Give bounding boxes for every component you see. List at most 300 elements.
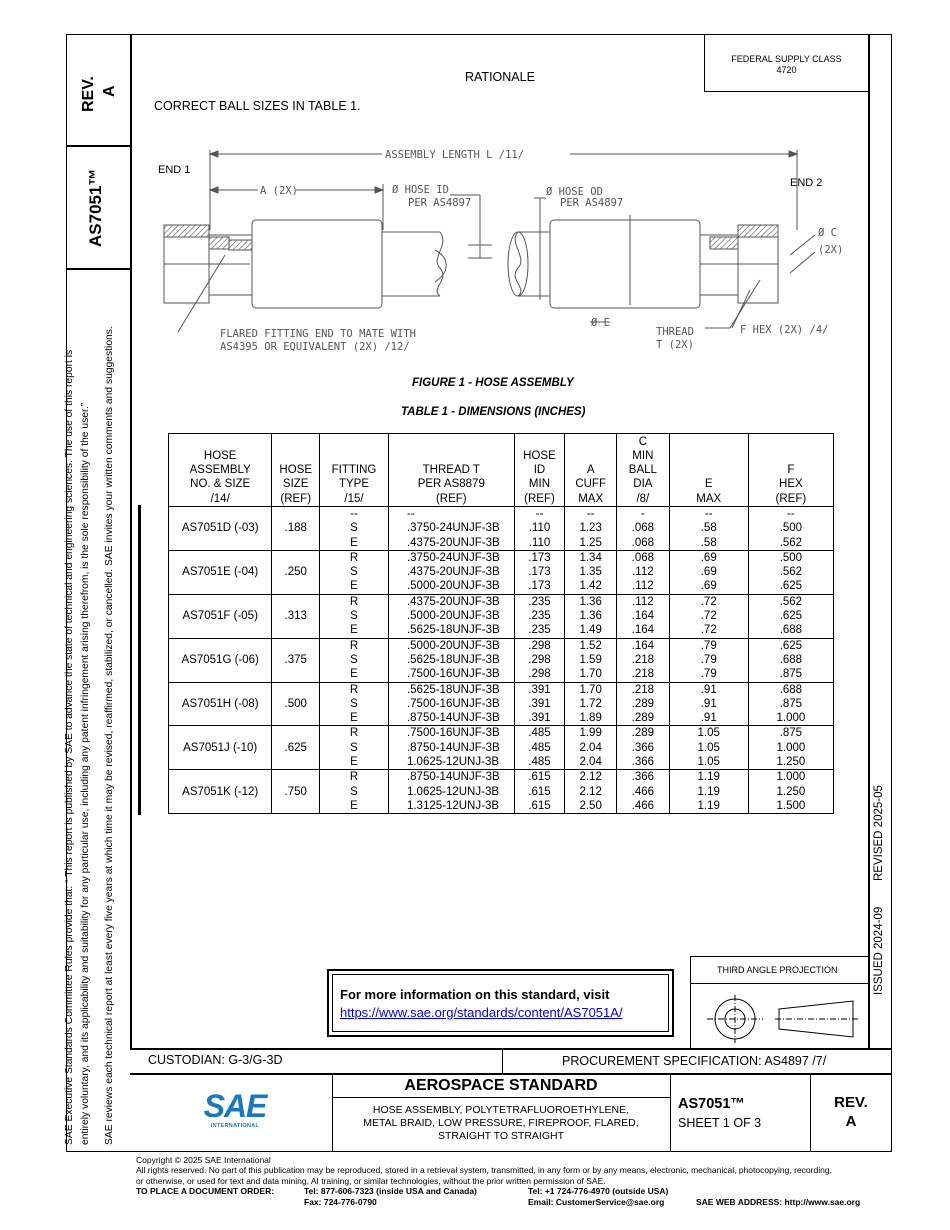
- table-row: [169, 638, 834, 682]
- cell-assembly: AS7051K (-12): [169, 770, 272, 814]
- table-header-c-ball: [617, 434, 670, 507]
- sidebar-doc-number: AS7051™: [86, 168, 105, 247]
- table-header-line: (REF): [524, 492, 555, 505]
- table-header-line: MIN: [528, 478, 551, 491]
- cell-value: .562: [779, 536, 803, 549]
- cell-value: E: [350, 712, 358, 725]
- cell-thread: [388, 726, 514, 770]
- cell-value: .3750-24UNJF-3B: [406, 522, 500, 535]
- cell-value: 1.000: [776, 712, 806, 725]
- cell-value: .298: [528, 668, 551, 681]
- table-header-line: MIN: [632, 449, 654, 462]
- cell-value: .173: [528, 580, 551, 593]
- cell-value: 1.35: [579, 566, 602, 579]
- cell-value: .5625-18UNJF-3B: [406, 653, 500, 666]
- f-hex-label: F HEX (2X) /4/: [740, 324, 829, 336]
- cell-value: .625: [779, 610, 803, 623]
- cell-value: .110: [528, 522, 551, 535]
- revision-bar: [138, 505, 141, 815]
- cell-value: .562: [779, 566, 803, 579]
- cell-value: .366: [631, 771, 655, 784]
- cell-a: [565, 770, 617, 814]
- table-header-line: CUFF: [575, 478, 606, 491]
- cell-value: 1.36: [579, 610, 602, 623]
- cell-value: .218: [631, 668, 655, 681]
- tel-outside: Tel: +1 724-776-4970 (outside USA): [528, 1186, 669, 1197]
- cell-value: --: [406, 508, 415, 520]
- cell-id: [514, 507, 565, 551]
- cell-value: E: [350, 624, 358, 637]
- cell-value: R: [349, 595, 359, 608]
- cell-c: [617, 594, 670, 638]
- cell-value: .173: [528, 551, 551, 564]
- cell-assembly: AS7051D (-03): [169, 507, 272, 551]
- cell-value: .289: [631, 712, 655, 725]
- cell-value: .164: [631, 639, 655, 652]
- cell-a: [565, 594, 617, 638]
- footer: [136, 1155, 926, 1208]
- cell-value: 1.25: [579, 536, 602, 549]
- cell-value: 1.70: [579, 683, 602, 696]
- copyright: Copyright © 2025 SAE International: [136, 1155, 271, 1165]
- procurement-spec: PROCUREMENT SPECIFICATION: AS4897 /7/: [562, 1054, 827, 1068]
- cell-value: .615: [528, 785, 551, 798]
- cell-value: R: [349, 551, 359, 564]
- cell-value: 1.42: [579, 580, 602, 593]
- cell-value: S: [350, 653, 358, 666]
- cell-e: [669, 682, 748, 726]
- rights-line-1: All rights reserved. No part of this publication may be reproduced, stored in a retrieval system, transmitted, in any form or by any means, electronic, mechanical, photocopying, recording,: [136, 1165, 832, 1176]
- cell-value: 1.000: [776, 771, 806, 784]
- cell-value: S: [350, 741, 358, 754]
- c-2x-label: (2X): [818, 244, 844, 256]
- cell-value: .562: [779, 595, 803, 608]
- cell-type: [320, 550, 389, 594]
- table-header-line: ID: [533, 464, 546, 477]
- cell-value: 1.36: [579, 595, 602, 608]
- federal-supply-class-box: [704, 34, 869, 92]
- cell-value: .391: [528, 697, 551, 710]
- cell-value: 1.0625-12UNJ-3B: [406, 785, 500, 798]
- federal-supply-class-value: 4720: [776, 65, 797, 75]
- cell-value: .164: [631, 610, 655, 623]
- title-rev-value: A: [845, 1113, 857, 1130]
- cell-value: R: [349, 639, 359, 652]
- assembly-length-label: ASSEMBLY LENGTH L /11/: [385, 149, 525, 161]
- cell-value: .79: [700, 639, 717, 652]
- cell-value: .289: [631, 697, 655, 710]
- cell-value: 2.12: [579, 771, 602, 784]
- cell-f: [748, 507, 833, 551]
- c-label: Ø C: [818, 227, 837, 239]
- cell-value: .218: [631, 653, 655, 666]
- cell-value: .218: [631, 683, 655, 696]
- cell-value: .298: [528, 653, 551, 666]
- cell-value: .068: [631, 536, 655, 549]
- cell-hose-size: .313: [272, 594, 320, 638]
- info-box: [327, 969, 674, 1037]
- cell-value: .391: [528, 712, 551, 725]
- cell-a: [565, 726, 617, 770]
- cell-id: [514, 638, 565, 682]
- cell-value: 1.19: [697, 771, 720, 784]
- cell-value: E: [350, 756, 358, 769]
- cell-value: .72: [700, 610, 717, 623]
- cell-value: R: [349, 771, 359, 784]
- cell-value: 1.3125-12UNJ-3B: [406, 799, 500, 812]
- cell-value: .72: [700, 595, 717, 608]
- notice-line-2: entirely voluntary, and its applicability and suitability for any particular use, including any patent infringement arising therefrom, is the sole responsibility of the user.”: [80, 402, 91, 1145]
- cell-id: [514, 726, 565, 770]
- cell-value: .110: [528, 536, 551, 549]
- table-header-line: MAX: [696, 492, 722, 505]
- cell-thread: [388, 770, 514, 814]
- cell-value: .8750-14UNJF-3B: [406, 712, 500, 725]
- sae-logo-sub: INTERNATIONAL: [210, 1123, 260, 1129]
- cell-value: .688: [779, 683, 803, 696]
- dimensions-table: [168, 433, 834, 814]
- title-block-subdivider: [332, 1097, 670, 1098]
- cell-type: [320, 682, 389, 726]
- cell-c: [617, 507, 670, 551]
- cell-value: .7500-16UNJF-3B: [406, 727, 500, 740]
- cell-value: S: [350, 522, 358, 535]
- table-header-line: HEX: [779, 478, 803, 491]
- cell-c: [617, 550, 670, 594]
- cell-value: .7500-16UNJF-3B: [406, 668, 500, 681]
- cell-value: .5625-18UNJF-3B: [406, 624, 500, 637]
- custodian: CUSTODIAN: G-3/G-3D: [148, 1053, 283, 1067]
- cell-value: 2.50: [579, 799, 602, 812]
- cell-value: .289: [631, 727, 655, 740]
- table-header-line: (REF): [280, 492, 312, 505]
- sheet-number: SHEET 1 OF 3: [678, 1116, 762, 1130]
- cell-value: .8750-14UNJF-3B: [406, 771, 500, 784]
- cell-value: .173: [528, 566, 551, 579]
- cell-value: .4375-20UNJF-3B: [406, 536, 500, 549]
- cell-f: [748, 682, 833, 726]
- cell-type: [320, 638, 389, 682]
- cell-value: .72: [700, 624, 717, 637]
- cell-e: [669, 594, 748, 638]
- cell-value: R: [349, 727, 359, 740]
- tel-usa: Tel: 877-606-7323 (inside USA and Canada): [304, 1186, 477, 1197]
- notice-line-3: SAE reviews each technical report at least every five years at which time it may be revised, reaffirmed, stabilized, or cancelled. SAE invites your written comments and suggestions.: [104, 326, 115, 1145]
- cell-value: .91: [700, 683, 717, 696]
- table-header-line: A: [586, 464, 595, 477]
- sidebar-rev-label: REV.: [80, 76, 97, 112]
- projection-box: [690, 956, 869, 1049]
- issued-date: ISSUED 2024-09: [873, 906, 885, 995]
- cell-value: .615: [528, 799, 551, 812]
- title-rev-label: REV.: [834, 1094, 868, 1111]
- cell-value: .91: [700, 712, 717, 725]
- cell-value: .466: [631, 785, 655, 798]
- cell-value: --: [704, 508, 713, 520]
- cell-value: 1.19: [697, 785, 720, 798]
- cell-f: [748, 638, 833, 682]
- revised-date: REVISED 2025-05: [873, 785, 885, 881]
- table-header-assembly: [169, 434, 272, 507]
- cell-value: .58: [700, 536, 717, 549]
- sae-logo-text: SAE: [203, 1088, 267, 1124]
- cell-hose-size: .375: [272, 638, 320, 682]
- e-label: Ø E: [591, 317, 610, 329]
- cell-value: .5625-18UNJF-3B: [406, 683, 500, 696]
- cell-value: .391: [528, 683, 551, 696]
- cell-hose-size: .500: [272, 682, 320, 726]
- cell-value: 1.72: [579, 697, 602, 710]
- table-row: [169, 770, 834, 814]
- cell-value: .5000-20UNJF-3B: [406, 580, 500, 593]
- figure-caption: FIGURE 1 - HOSE ASSEMBLY: [412, 377, 574, 389]
- cell-value: S: [350, 697, 358, 710]
- table-header-f-hex: [748, 434, 833, 507]
- cell-value: 1.05: [697, 727, 720, 740]
- cell-value: .366: [631, 756, 655, 769]
- end2-label: END 2: [790, 177, 823, 189]
- cell-f: [748, 550, 833, 594]
- table-header-line: C: [638, 435, 647, 448]
- cell-id: [514, 594, 565, 638]
- cell-value: .235: [528, 610, 551, 623]
- cell-value: .164: [631, 624, 655, 637]
- cell-assembly: AS7051H (-08): [169, 682, 272, 726]
- cell-value: .112: [632, 580, 654, 593]
- cell-value: 1.000: [776, 741, 806, 754]
- cell-value: .366: [631, 741, 655, 754]
- cell-value: 1.05: [697, 741, 720, 754]
- cell-type: [320, 594, 389, 638]
- standard-title-line-1: HOSE ASSEMBLY, POLYTETRAFLUOROETHYLENE,: [372, 1104, 630, 1116]
- sidebar-rev-value: A: [101, 85, 118, 97]
- cell-value: 1.19: [697, 799, 720, 812]
- cell-value: .4375-20UNJF-3B: [406, 595, 500, 608]
- cell-value: .500: [779, 522, 803, 535]
- cell-value: .69: [700, 580, 717, 593]
- table-header-thread: [388, 434, 514, 507]
- title-rev: [810, 1093, 892, 1131]
- left-cell-divider-2: [66, 268, 131, 270]
- cell-value: --: [787, 508, 795, 520]
- cell-value: .615: [528, 771, 551, 784]
- cell-f: [748, 770, 833, 814]
- cell-value: .875: [779, 727, 803, 740]
- table-row: [169, 682, 834, 726]
- cell-value: 1.05: [697, 756, 720, 769]
- cell-value: .068: [631, 551, 655, 564]
- order-label: TO PLACE A DOCUMENT ORDER:: [136, 1186, 275, 1197]
- table-row: [169, 594, 834, 638]
- cell-thread: [388, 507, 514, 551]
- table-header-type: [320, 434, 389, 507]
- standard-title-line-3: STRAIGHT TO STRAIGHT: [437, 1130, 564, 1142]
- cell-id: [514, 550, 565, 594]
- table-header-line: /8/: [636, 492, 650, 505]
- table-header-line: (REF): [435, 492, 467, 505]
- projection-divider: [691, 983, 869, 984]
- cell-hose-size: .250: [272, 550, 320, 594]
- cell-value: .91: [700, 697, 717, 710]
- cell-value: --: [535, 508, 544, 520]
- cell-value: .500: [779, 551, 803, 564]
- left-cell-divider-1: [66, 145, 131, 147]
- cell-value: E: [350, 799, 358, 812]
- table-header-line: ASSEMBLY: [189, 464, 251, 477]
- cell-value: 2.04: [579, 741, 602, 754]
- info-link[interactable]: https://www.sae.org/standards/content/AS7051A/: [340, 1005, 623, 1020]
- email: Email: CustomerService@sae.org: [528, 1197, 665, 1208]
- cell-value: .485: [528, 756, 551, 769]
- table-header-line: (REF): [775, 492, 807, 505]
- cell-c: [617, 726, 670, 770]
- title-block-divider: [130, 1073, 892, 1075]
- cell-id: [514, 770, 565, 814]
- thread-label: THREAD: [656, 326, 694, 338]
- cell-value: .688: [779, 624, 803, 637]
- table-header-line: PER AS8879: [417, 478, 485, 491]
- table-header-line: /15/: [344, 492, 364, 505]
- cell-value: --: [586, 508, 595, 520]
- hose-assembly-drawing: [150, 140, 860, 370]
- cell-e: [669, 638, 748, 682]
- table-header-line: MAX: [578, 492, 604, 505]
- fax: Fax: 724-776-0790: [304, 1197, 377, 1208]
- cell-value: S: [350, 566, 358, 579]
- cell-value: 1.99: [579, 727, 602, 740]
- cell-thread: [388, 638, 514, 682]
- hose-od-spec: PER AS4897: [560, 197, 624, 209]
- cell-value: .298: [528, 639, 551, 652]
- cell-value: 1.500: [776, 799, 806, 812]
- table-caption: TABLE 1 - DIMENSIONS (INCHES): [401, 406, 586, 418]
- cell-value: 1.250: [776, 756, 806, 769]
- cell-value: .69: [700, 551, 717, 564]
- right-column-divider: [868, 34, 870, 1048]
- cell-value: --: [350, 508, 358, 520]
- hose-id-spec: PER AS4897: [408, 197, 472, 209]
- cell-value: 1.52: [579, 639, 602, 652]
- cell-value: 1.0625-12UNJ-3B: [406, 756, 500, 769]
- info-text: For more information on this standard, visit: [340, 987, 610, 1002]
- cell-value: E: [350, 580, 358, 593]
- federal-supply-class-label: FEDERAL SUPPLY CLASS: [731, 54, 842, 64]
- cell-value: 1.70: [579, 668, 602, 681]
- standard-title: [332, 1104, 670, 1143]
- notice-line-1: SAE Executive Standards Committee Rules provide that: “ This report is published by SAE to advance the state of technical and engineering sciences. The use of this report is: [64, 349, 75, 1145]
- cell-value: .466: [631, 799, 655, 812]
- projection-symbol: [701, 993, 861, 1045]
- cell-c: [617, 638, 670, 682]
- cell-value: .068: [631, 522, 655, 535]
- cell-value: .688: [779, 653, 803, 666]
- cell-value: R: [349, 683, 359, 696]
- cell-hose-size: .625: [272, 726, 320, 770]
- cell-value: 1.59: [579, 653, 602, 666]
- rationale-title: RATIONALE: [465, 70, 535, 84]
- cell-a: [565, 682, 617, 726]
- cell-type: [320, 770, 389, 814]
- table-header-line: HOSE: [203, 449, 237, 462]
- table-header-line: DIA: [633, 478, 653, 491]
- cell-value: .79: [700, 653, 717, 666]
- table-header-row: [169, 434, 834, 507]
- cell-value: 2.04: [579, 756, 602, 769]
- cell-value: S: [350, 785, 358, 798]
- cell-value: .8750-14UNJF-3B: [406, 741, 500, 754]
- cell-assembly: AS7051E (-04): [169, 550, 272, 594]
- projection-label: THIRD ANGLE PROJECTION: [717, 965, 838, 975]
- cell-value: .875: [779, 668, 803, 681]
- flared-fitting-spec: AS4395 OR EQUIVALENT (2X) /12/: [220, 341, 410, 353]
- table-header-line: SIZE: [282, 478, 309, 491]
- web-address: SAE WEB ADDRESS: http://www.sae.org: [696, 1197, 861, 1208]
- table-row: [169, 507, 834, 551]
- cell-value: -: [640, 508, 645, 520]
- title-doc-number: AS7051™: [678, 1096, 745, 1112]
- cell-value: .875: [779, 697, 803, 710]
- cell-type: [320, 726, 389, 770]
- table-row: [169, 726, 834, 770]
- cell-a: [565, 638, 617, 682]
- cell-value: .58: [700, 522, 717, 535]
- cell-a: [565, 507, 617, 551]
- table-header-line: FITTING: [331, 464, 377, 477]
- table-header-line: BALL: [628, 464, 657, 477]
- table-header-id: [514, 434, 565, 507]
- cell-value: 1.34: [579, 551, 602, 564]
- cell-assembly: AS7051J (-10): [169, 726, 272, 770]
- cell-value: .79: [700, 668, 717, 681]
- hose-id-label: Ø HOSE ID: [392, 184, 449, 196]
- cell-value: .485: [528, 727, 551, 740]
- cell-hose-size: .750: [272, 770, 320, 814]
- cell-value: .69: [700, 566, 717, 579]
- cell-value: 1.250: [776, 785, 806, 798]
- flared-fitting-label: FLARED FITTING END TO MATE WITH: [220, 328, 416, 340]
- cell-value: 1.49: [579, 624, 602, 637]
- table-header-e: [669, 434, 748, 507]
- cell-c: [617, 682, 670, 726]
- cell-value: E: [350, 536, 358, 549]
- cell-hose-size: .188: [272, 507, 320, 551]
- standard-title-line-2: METAL BRAID, LOW PRESSURE, FIREPROOF, FLARED,: [363, 1117, 639, 1129]
- cell-value: .235: [528, 624, 551, 637]
- cell-value: .7500-16UNJF-3B: [406, 697, 500, 710]
- cell-thread: [388, 594, 514, 638]
- table-header-size: [272, 434, 320, 507]
- cell-type: [320, 507, 389, 551]
- rights-line-2: or otherwise, or used for text and data mining, AI training, or similar technologies, without the prior written permission of SAE.: [136, 1175, 606, 1186]
- end1-label: END 1: [158, 164, 191, 176]
- standard-type: AEROSPACE STANDARD: [404, 1077, 598, 1094]
- cell-value: E: [350, 668, 358, 681]
- table-header-line: NO. & SIZE: [190, 478, 251, 491]
- cell-value: .112: [632, 595, 654, 608]
- cell-value: .5000-20UNJF-3B: [406, 610, 500, 623]
- cell-f: [748, 726, 833, 770]
- cell-value: .235: [528, 595, 551, 608]
- title-block-vdivider-1: [502, 1048, 503, 1074]
- sae-logo: [200, 1089, 270, 1135]
- a-2x-label: A (2X): [260, 185, 298, 197]
- cell-id: [514, 682, 565, 726]
- hose-od-label: Ø HOSE OD: [546, 186, 603, 198]
- cell-e: [669, 507, 748, 551]
- cell-c: [617, 770, 670, 814]
- cell-value: .5000-20UNJF-3B: [406, 639, 500, 652]
- table-header-line: E: [704, 478, 713, 491]
